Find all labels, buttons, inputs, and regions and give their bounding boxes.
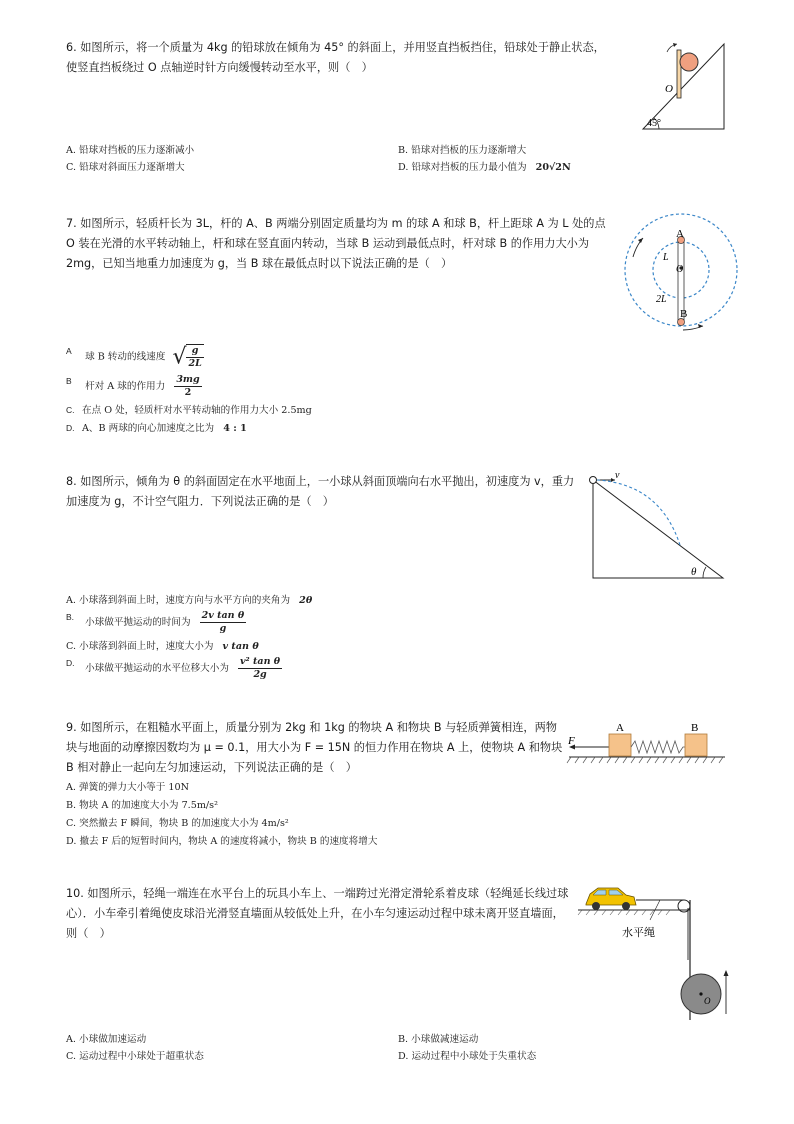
q7-stem: 7. 如图所示，轻质杆长为 3L，杆的 A、B 两端分别固定质量均为 m 的球 A 和球 B，杆上距球 A 为 L 处的点 O 装在光滑的水平转动轴上，杆和球在竖直面内转动，当球 B 运动到最低点时，杆对球 B 的作用力大小为 2mg，已知当地重力加速度为 g，当 B 球在最低点时以下说法正确的是（ ）: [66, 217, 606, 270]
q8-option-b-label: B.: [66, 612, 75, 622]
spring: [631, 741, 685, 753]
q6-option-d-value: 20√2N: [535, 162, 571, 173]
ball-center: [699, 992, 702, 995]
q7-sqrt-den: 2L: [188, 358, 202, 369]
q8-stem: 8. 如图所示，倾角为 θ 的斜面固定在水平地面上，一小球从斜面顶端向右水平抛出，初速度为 v，重力加速度为 g，不计空气阻力．下列说法正确的是（ ）: [66, 475, 575, 508]
q8-option-a[interactable]: [66, 593, 312, 608]
q6-option-a[interactable]: A. 铅球对挡板的压力逐渐减小: [66, 145, 195, 156]
q8-option-c[interactable]: [66, 639, 259, 654]
q6-figure: [633, 40, 733, 132]
angle-arc: [703, 567, 706, 578]
velocity-label: v: [615, 470, 620, 481]
q10-option-c[interactable]: C. 运动过程中小球处于超重状态: [66, 1051, 204, 1062]
q6-option-c[interactable]: C. 铅球对斜面压力逐渐增大: [66, 162, 185, 173]
angle-label: θ: [691, 566, 697, 578]
q7-b-num: 3mg: [176, 374, 200, 385]
q10-figure: [576, 880, 736, 1022]
q9-option-d[interactable]: D. 撤去 F 后的短暂时间内，物块 A 的速度将减小，物块 B 的速度将增大: [66, 836, 378, 847]
q7-option-c[interactable]: [66, 403, 312, 418]
q7-option-b[interactable]: [66, 374, 202, 399]
q8-option-b[interactable]: [66, 610, 246, 635]
trajectory: [597, 480, 680, 545]
q7-option-c-text: 在点 O 处，轻质杆对水平转动轴的作用力大小 2.5mg: [82, 405, 312, 416]
q7-option-a-text: 球 B 转动的线速度: [85, 351, 166, 363]
table-hatch: [578, 910, 670, 915]
q7-sqrt-num: g: [186, 345, 203, 358]
q7-option-b-text: 杆对 A 球的作用力: [85, 381, 166, 392]
q7-option-d[interactable]: [66, 421, 247, 436]
label-l: L: [663, 252, 669, 263]
ground-hatch: [567, 757, 723, 763]
q8-figure: [585, 470, 730, 582]
rope-label: 水平绳: [622, 927, 655, 939]
label-a: A: [676, 228, 684, 240]
block-a-label: A: [616, 722, 624, 734]
q8-d-num: v² tan θ: [240, 656, 281, 667]
label-2l: 2L: [656, 294, 667, 305]
q6-option-d[interactable]: [398, 160, 571, 175]
q7-option-a-label: A: [66, 346, 72, 356]
ball: [590, 477, 597, 484]
q8-d-den: 2g: [253, 669, 267, 680]
q8-option-d[interactable]: [66, 656, 282, 681]
q8-option-d-text: 小球做平抛运动的水平位移大小为: [85, 663, 229, 674]
label-o: O: [676, 264, 684, 275]
q7-option-c-label: C.: [66, 405, 75, 415]
q10-option-d[interactable]: D. 运动过程中小球处于失重状态: [398, 1051, 537, 1062]
label-b: B: [680, 308, 688, 320]
block-b: [685, 734, 707, 756]
q8-option-a-value: 2θ: [299, 595, 313, 606]
q9-option-c[interactable]: C. 突然撤去 F 瞬间，物块 B 的加速度大小为 4m/s²: [66, 818, 289, 829]
angle-label: 45°: [647, 118, 661, 129]
q7-option-d-value: 4 : 1: [223, 423, 247, 434]
force-label: F: [568, 735, 575, 747]
q7-figure: [619, 210, 743, 334]
toy-car-icon: [586, 888, 636, 910]
q9-option-b[interactable]: B. 物块 A 的加速度大小为 7.5m/s²: [66, 800, 218, 811]
q8-option-a-text: A. 小球落到斜面上时，速度方向与水平方向的夹角为: [66, 595, 291, 606]
q9-figure: [565, 720, 730, 770]
q10-option-b[interactable]: B. 小球做减速运动: [398, 1034, 479, 1045]
q8-option-c-text: C. 小球落到斜面上时，速度大小为: [66, 641, 214, 652]
pivot-label: O: [665, 83, 673, 95]
q6-option-b[interactable]: B. 铅球对挡板的压力逐渐增大: [398, 145, 527, 156]
baffle: [677, 50, 681, 98]
q8-option-c-value: v tan θ: [222, 641, 259, 652]
q7-option-a[interactable]: [66, 344, 204, 374]
q10-stem: 10. 如图所示，轻绳一端连在水平台上的玩具小车上、一端跨过光滑定滑轮系着皮球（轻绳延长线过球心）．小车牵引着绳使皮球沿光滑竖直墙面从较低处上升，在小车匀速运动过程中球未离开竖直墙面，则（ ）: [66, 887, 569, 940]
q6-stem: 6. 如图所示，将一个质量为 4kg 的铅球放在倾角为 45° 的斜面上，并用竖直挡板挡住，铅球处于静止状态，使竖直挡板绕过 O 点轴逆时针方向缓慢转动至水平，则（ ）: [66, 41, 605, 74]
q7-b-den: 2: [184, 387, 192, 398]
lead-ball: [680, 53, 698, 71]
q8-b-num: 2v tan θ: [201, 610, 245, 621]
center-label: O: [704, 996, 711, 1006]
q8-option-b-text: 小球做平抛运动的时间为: [85, 617, 191, 628]
q8-option-d-label: D.: [66, 658, 75, 668]
q7-option-d-label: D.: [66, 423, 75, 433]
q9-option-a[interactable]: A. 弹簧的弹力大小等于 10N: [66, 782, 190, 793]
q7-option-d-text: A、B 两球的向心加速度之比为: [82, 423, 215, 434]
q8-b-den: g: [219, 623, 227, 634]
q7-sqrt: √ $\frac{g}{2L}$: [172, 344, 202, 370]
q7-option-b-label: B: [66, 376, 72, 386]
q9-stem: 9. 如图所示，在粗糙水平面上，质量分别为 2kg 和 1kg 的物块 A 和物块 B 与轻质弹簧相连，两物块与地面的动摩擦因数均为 μ = 0.1，用大小为 F = 15N 的恒力作用在物块 A 上，使物块 A 和物块 B 相对静止一起向左匀加速运动，下列说法正确的是（ ）: [66, 721, 563, 774]
block-b-label: B: [691, 722, 699, 734]
q10-option-a[interactable]: A. 小球做加速运动: [66, 1034, 147, 1045]
incline: [593, 480, 723, 578]
block-a: [609, 734, 631, 756]
q6-option-d-text: D. 铅球对挡板的压力最小值为: [398, 162, 527, 173]
